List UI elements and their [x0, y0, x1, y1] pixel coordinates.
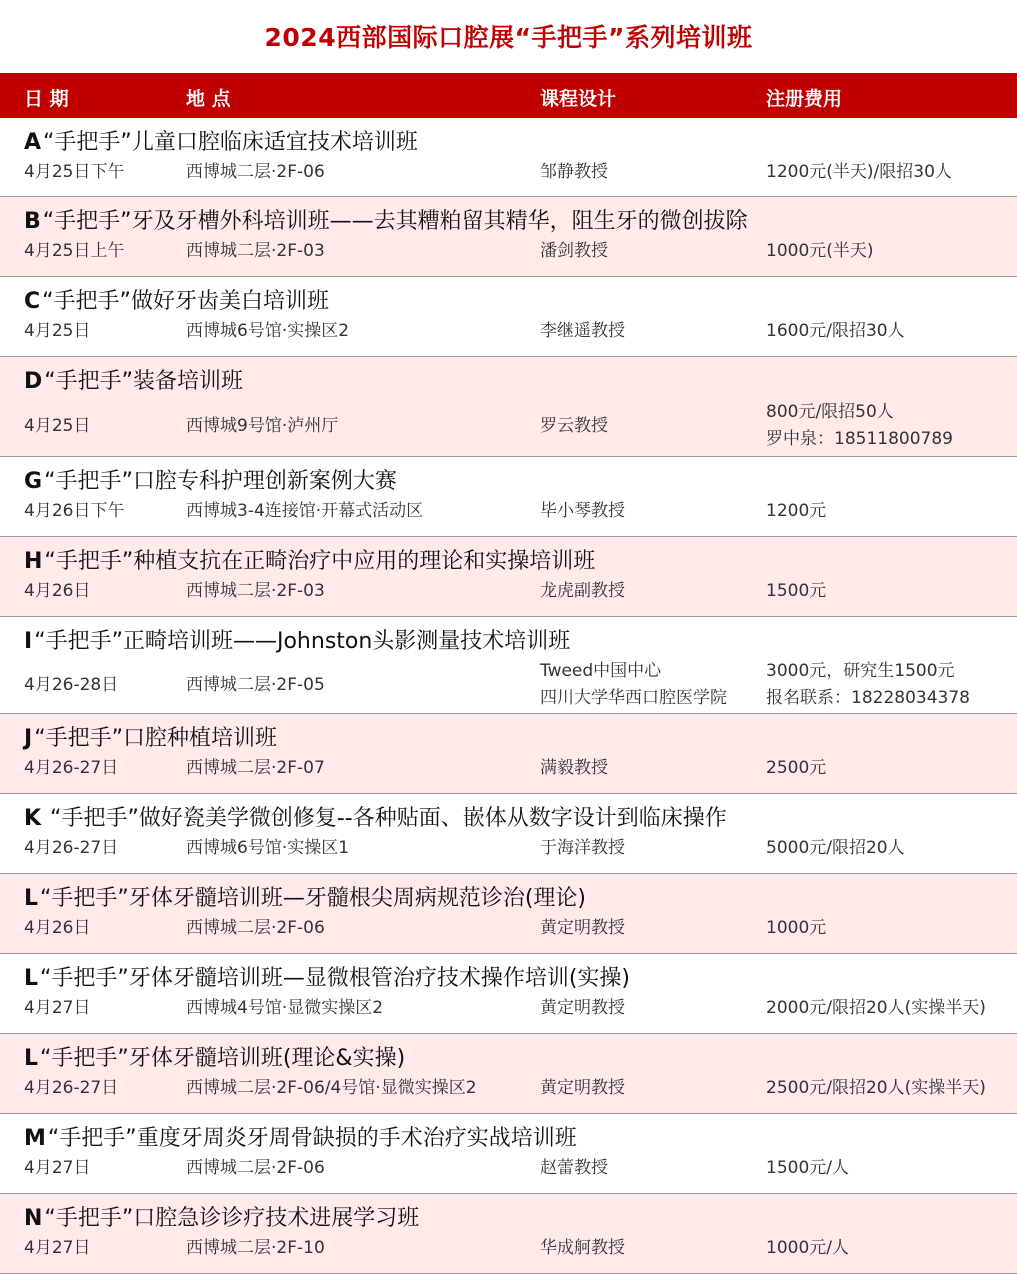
course-letter: K [24, 806, 42, 831]
course-teacher: 邹静教授 [540, 162, 608, 182]
course-teacher: 龙虎副教授 [540, 581, 625, 601]
course-teacher: 于海洋教授 [540, 838, 625, 858]
course-teacher: 黄定明教授 [540, 918, 625, 938]
course-location: 西博城二层·2F-05 [186, 675, 325, 695]
course-table [0, 118, 1017, 1274]
teacher-line: 四川大学华西口腔医学院 [540, 688, 727, 708]
course-fee: 5000元/限招20人 [766, 838, 905, 858]
table-row [0, 537, 1017, 617]
course-letter: A [24, 130, 42, 155]
course-teacher: 满毅教授 [540, 758, 608, 778]
course-date: 4月25日 [24, 416, 91, 436]
course-letter: J [24, 726, 33, 751]
course-title [24, 364, 243, 395]
course-date: 4月27日 [24, 1238, 91, 1258]
course-name: “手把手”儿童口腔临床适宜技术培训班 [43, 130, 418, 155]
course-teacher: 黄定明教授 [540, 998, 625, 1018]
table-row [0, 118, 1017, 197]
course-letter: L [24, 886, 39, 911]
course-date: 4月26日 [24, 918, 91, 938]
course-title [24, 204, 748, 235]
course-name: “手把手”口腔急诊诊疗技术进展学习班 [44, 1206, 420, 1231]
course-date: 4月25日 [24, 321, 91, 341]
header-fee: 注册费用 [766, 88, 843, 110]
course-teacher: 黄定明教授 [540, 1078, 625, 1098]
course-teacher: 罗云教授 [540, 416, 608, 436]
course-location: 西博城6号馆·实操区1 [186, 838, 350, 858]
course-date: 4月26-27日 [24, 1078, 119, 1098]
course-date: 4月27日 [24, 1158, 91, 1178]
course-name: “手把手”做好瓷美学微创修复--各种贴面、嵌体从数字设计到临床操作 [43, 806, 727, 831]
course-name: “手把手”口腔种植培训班 [34, 726, 277, 751]
fee-contact: 罗中泉：18511800789 [766, 429, 953, 449]
course-date: 4月26-28日 [24, 675, 119, 695]
table-row [0, 457, 1017, 537]
course-letter: I [24, 629, 33, 654]
fee-line: 3000元，研究生1500元 [766, 661, 955, 681]
course-name: “手把手”牙体牙髓培训班(理论&实操) [40, 1046, 406, 1071]
course-name: “手把手”做好牙齿美白培训班 [42, 289, 329, 314]
course-location: 西博城二层·2F-06 [186, 162, 325, 182]
table-row [0, 357, 1017, 457]
course-fee [766, 399, 953, 453]
course-title [24, 544, 595, 575]
course-name: “手把手”牙体牙髓培训班—显微根管治疗技术操作培训(实操) [40, 966, 630, 991]
course-fee: 1500元/人 [766, 1158, 849, 1178]
course-title [24, 284, 329, 315]
table-row [0, 794, 1017, 874]
teacher-line: Tweed中国中心 [540, 661, 662, 681]
course-location: 西博城4号馆·显微实操区2 [186, 998, 384, 1018]
course-fee: 1000元/人 [766, 1238, 849, 1258]
course-title [24, 721, 277, 752]
course-location: 西博城3-4连接馆·开幕式活动区 [186, 501, 424, 521]
table-row [0, 714, 1017, 794]
course-title [24, 801, 727, 832]
course-fee: 2500元 [766, 758, 827, 778]
table-header [0, 73, 1017, 118]
course-title [24, 961, 630, 992]
fee-contact: 报名联系：18228034378 [766, 688, 970, 708]
course-fee [766, 658, 970, 712]
course-date: 4月26-27日 [24, 838, 119, 858]
table-row [0, 617, 1017, 714]
table-row [0, 197, 1017, 277]
course-letter: H [24, 549, 43, 574]
course-fee: 2000元/限招20人(实操半天) [766, 998, 986, 1018]
course-fee: 1600元/限招30人 [766, 321, 905, 341]
course-date: 4月25日下午 [24, 162, 125, 182]
course-name: “手把手”口腔专科护理创新案例大赛 [44, 469, 397, 494]
course-location: 西博城二层·2F-03 [186, 241, 325, 261]
course-title [24, 464, 397, 495]
course-teacher [540, 658, 727, 712]
course-location: 西博城6号馆·实操区2 [186, 321, 350, 341]
course-date: 4月27日 [24, 998, 91, 1018]
course-location: 西博城二层·2F-06 [186, 1158, 325, 1178]
course-date: 4月26日下午 [24, 501, 125, 521]
course-name: “手把手”重度牙周炎牙周骨缺损的手术治疗实战培训班 [47, 1126, 577, 1151]
course-fee: 2500元/限招20人(实操半天) [766, 1078, 986, 1098]
course-letter: D [24, 369, 43, 394]
course-date: 4月26-27日 [24, 758, 119, 778]
course-location: 西博城二层·2F-10 [186, 1238, 325, 1258]
course-teacher: 赵蕾教授 [540, 1158, 608, 1178]
course-title [24, 125, 418, 156]
course-letter: L [24, 966, 39, 991]
course-fee: 1200元 [766, 501, 827, 521]
course-teacher: 潘剑教授 [540, 241, 608, 261]
course-teacher: 李继遥教授 [540, 321, 625, 341]
course-location: 西博城二层·2F-03 [186, 581, 325, 601]
course-title [24, 1121, 577, 1152]
course-title [24, 624, 570, 655]
table-row [0, 277, 1017, 357]
table-row [0, 1034, 1017, 1114]
course-fee: 1000元(半天) [766, 241, 874, 261]
course-name: “手把手”装备培训班 [44, 369, 244, 394]
course-name: “手把手”正畸培训班——Johnston头影测量技术培训班 [34, 629, 571, 654]
course-fee: 1200元(半天)/限招30人 [766, 162, 952, 182]
course-location: 西博城二层·2F-06 [186, 918, 325, 938]
course-name: “手把手”种植支抗在正畸治疗中应用的理论和实操培训班 [44, 549, 596, 574]
course-date: 4月25日上午 [24, 241, 125, 261]
course-location: 西博城9号馆·泸州厅 [186, 416, 339, 436]
course-letter: M [24, 1126, 46, 1151]
course-letter: L [24, 1046, 39, 1071]
course-name: “手把手”牙体牙髓培训班—牙髓根尖周病规范诊治(理论) [40, 886, 586, 911]
course-fee: 1500元 [766, 581, 827, 601]
course-teacher: 华成舸教授 [540, 1238, 625, 1258]
course-fee: 1000元 [766, 918, 827, 938]
page-title: 2024西部国际口腔展“手把手”系列培训班 [264, 23, 753, 52]
course-location: 西博城二层·2F-07 [186, 758, 325, 778]
course-letter: N [24, 1206, 43, 1231]
course-title [24, 1041, 405, 1072]
course-letter: G [24, 469, 43, 494]
course-name: “手把手”牙及牙槽外科培训班——去其糟粕留其精华，阻生牙的微创拔除 [42, 209, 748, 234]
course-date: 4月26日 [24, 581, 91, 601]
header-date: 日 期 [24, 88, 69, 110]
table-row [0, 954, 1017, 1034]
course-title [24, 1201, 419, 1232]
header-course: 课程设计 [540, 88, 617, 110]
course-letter: B [24, 209, 41, 234]
course-letter: C [24, 289, 41, 314]
table-row [0, 1114, 1017, 1194]
table-row [0, 874, 1017, 954]
table-row [0, 1194, 1017, 1274]
course-location: 西博城二层·2F-06/4号馆·显微实操区2 [186, 1078, 477, 1098]
course-title [24, 881, 586, 912]
fee-line: 800元/限招50人 [766, 402, 894, 422]
course-teacher: 毕小琴教授 [540, 501, 625, 521]
header-location: 地 点 [186, 88, 231, 110]
